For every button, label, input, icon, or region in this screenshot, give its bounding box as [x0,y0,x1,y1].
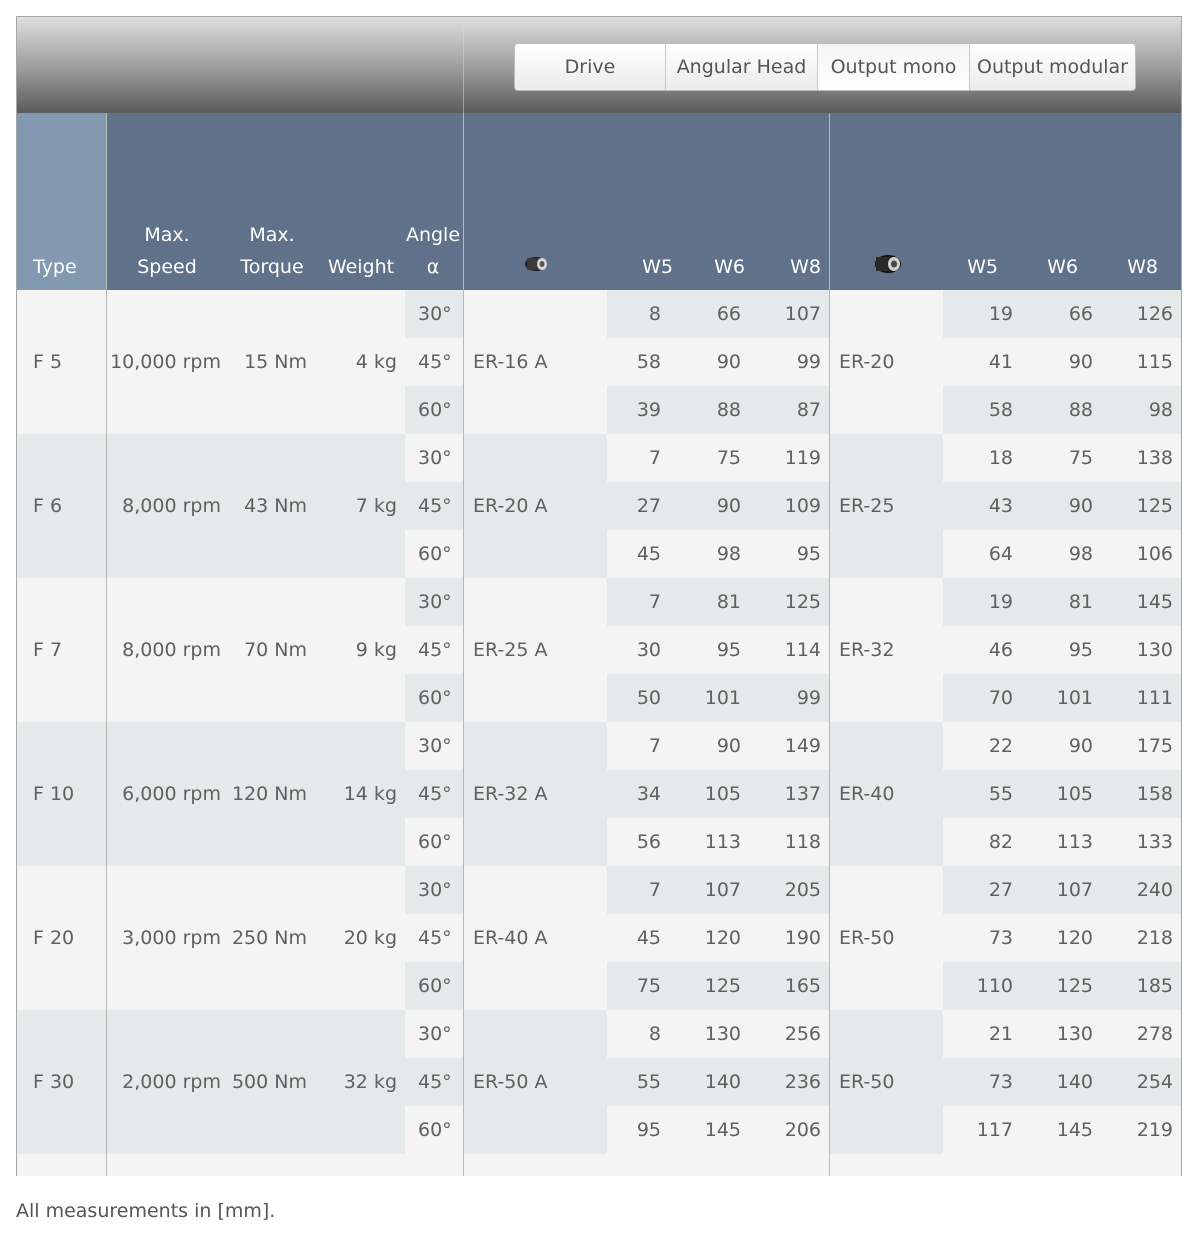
cell-modular-collet: ER-40 [839,783,895,805]
cell-mono-w8: 118 [784,831,821,853]
cell-mono-w5: 39 [636,399,661,421]
cell-mono-w8: 137 [784,783,821,805]
cell-mod-w6: 90 [1068,495,1093,517]
cell-mod-w8: 98 [1148,399,1173,421]
cell-mod-w5: 21 [988,1023,1013,1045]
cell-mono-w6: 107 [704,879,741,901]
tab-output-mono[interactable]: Output mono [818,44,970,90]
tab-output-modular[interactable]: Output modular [970,44,1135,90]
cell-mono-w5: 95 [636,1119,661,1141]
cell-mono-collet: ER-32 A [473,783,548,805]
cell-mod-w5: 73 [988,927,1013,949]
column-divider-type [106,113,107,1176]
cell-mono-collet: ER-50 A [473,1071,548,1093]
cell-mod-w5: 27 [988,879,1013,901]
cell-mod-w5: 110 [976,975,1013,997]
table-bottom-padding [17,1154,1181,1176]
measurement-footnote: All measurements in [mm]. [16,1200,276,1222]
header-max-speed-line1: Max. [144,224,190,246]
cell-mono-w6: 90 [716,735,741,757]
cell-mod-w5: 19 [988,303,1013,325]
header-mono-w6: W6 [714,256,745,278]
cell-mono-w8: 190 [784,927,821,949]
cell-mono-w6: 88 [716,399,741,421]
cell-max-speed: 8,000 rpm [122,495,221,517]
cell-mod-w6: 120 [1056,927,1093,949]
cell-mono-w6: 98 [716,543,741,565]
cell-mono-w6: 145 [704,1119,741,1141]
cell-mod-w8: 138 [1136,447,1173,469]
cell-mod-w8: 145 [1136,591,1173,613]
cell-max-speed: 2,000 rpm [122,1071,221,1093]
cell-mod-w6: 66 [1068,303,1093,325]
table-row-group [17,866,1181,1010]
cell-mod-w6: 130 [1056,1023,1093,1045]
cell-mono-w8: 149 [784,735,821,757]
cell-modular-collet: ER-25 [839,495,895,517]
cell-mono-w5: 56 [636,831,661,853]
column-divider-mono [829,113,830,1176]
table-row-group [17,1010,1181,1154]
cell-angle: 30° [418,735,452,757]
cell-mono-collet: ER-16 A [473,351,548,373]
cell-mono-w8: 206 [784,1119,821,1141]
cell-mono-w5: 34 [636,783,661,805]
table-row-group [17,434,1181,578]
header-max-speed-line2: Speed [137,256,197,278]
cell-mono-w8: 99 [796,351,821,373]
cell-angle: 45° [418,927,452,949]
tab-drive[interactable]: Drive [515,44,666,90]
cell-mono-w5: 58 [636,351,661,373]
cell-angle: 60° [418,687,452,709]
cell-modular-collet: ER-50 [839,1071,895,1093]
cell-mod-w8: 218 [1136,927,1173,949]
cell-weight: 4 kg [355,351,397,373]
cell-mod-w5: 55 [988,783,1013,805]
cell-weight: 7 kg [355,495,397,517]
cell-mod-w6: 90 [1068,351,1093,373]
cell-mono-w6: 120 [704,927,741,949]
header-mod-w5: W5 [967,256,998,278]
cell-type: F 20 [33,927,75,949]
cell-mono-w8: 114 [784,639,821,661]
cell-mono-w8: 119 [784,447,821,469]
cell-mod-w8: 240 [1136,879,1173,901]
cell-mono-w5: 7 [648,591,661,613]
cell-angle: 45° [418,495,452,517]
cell-mod-w8: 158 [1136,783,1173,805]
cell-max-speed: 8,000 rpm [122,639,221,661]
cell-mono-w6: 90 [716,351,741,373]
cell-mod-w5: 43 [988,495,1013,517]
cell-mono-w8: 99 [796,687,821,709]
cell-mono-w6: 140 [704,1071,741,1093]
cell-mod-w8: 175 [1136,735,1173,757]
cell-mono-w8: 165 [784,975,821,997]
cell-mono-w5: 30 [636,639,661,661]
cell-angle: 60° [418,543,452,565]
cell-max-torque: 43 Nm [244,495,307,517]
header-max-torque-line2: Torque [240,256,304,278]
cell-mod-w5: 64 [988,543,1013,565]
header-mono-w8: W8 [790,256,821,278]
table-body [17,290,1181,1154]
cell-mono-w6: 105 [704,783,741,805]
cell-mod-w8: 219 [1136,1119,1173,1141]
top-toolbar [17,17,1181,113]
cell-angle: 30° [418,447,452,469]
cell-mod-w5: 46 [988,639,1013,661]
cell-angle: 30° [418,303,452,325]
product-table-frame [16,16,1182,1176]
cell-mod-w5: 58 [988,399,1013,421]
header-angle-line2: α [426,256,440,278]
cell-mono-w6: 95 [716,639,741,661]
cell-modular-collet: ER-20 [839,351,895,373]
cell-mod-w5: 70 [988,687,1013,709]
cell-mod-w8: 254 [1136,1071,1173,1093]
cell-modular-collet: ER-32 [839,639,895,661]
cell-max-torque: 120 Nm [231,783,307,805]
cell-mono-w5: 7 [648,879,661,901]
cell-mono-collet: ER-40 A [473,927,548,949]
cell-mod-w5: 18 [988,447,1013,469]
cell-mono-w6: 125 [704,975,741,997]
cell-mod-w6: 105 [1056,783,1093,805]
cell-mod-w8: 278 [1136,1023,1173,1045]
cell-mod-w8: 111 [1136,687,1173,709]
cell-mono-w8: 87 [796,399,821,421]
cell-mono-collet: ER-25 A [473,639,548,661]
cell-type: F 7 [33,639,63,661]
cell-max-speed: 10,000 rpm [110,351,221,373]
cell-mono-w5: 50 [636,687,661,709]
cell-mono-w8: 205 [784,879,821,901]
cell-mod-w8: 133 [1136,831,1173,853]
modular-collet-icon [873,251,903,277]
cell-weight: 32 kg [343,1071,397,1093]
cell-max-speed: 6,000 rpm [122,783,221,805]
cell-mod-w5: 19 [988,591,1013,613]
cell-mono-w5: 27 [636,495,661,517]
cell-max-torque: 15 Nm [244,351,307,373]
cell-type: F 6 [33,495,63,517]
cell-mod-w6: 113 [1056,831,1093,853]
cell-mono-w5: 75 [636,975,661,997]
cell-angle: 45° [418,783,452,805]
cell-mod-w8: 125 [1136,495,1173,517]
cell-mono-w6: 101 [704,687,741,709]
table-row-group [17,578,1181,722]
cell-weight: 14 kg [343,783,397,805]
cell-mono-w8: 256 [784,1023,821,1045]
cell-mono-w6: 113 [704,831,741,853]
cell-mod-w5: 117 [976,1119,1013,1141]
header-max-torque-line1: Max. [249,224,295,246]
cell-mono-collet: ER-20 A [473,495,548,517]
cell-mono-w5: 8 [648,303,661,325]
header-weight: Weight [327,256,395,278]
header-type: Type [33,256,77,278]
cell-mod-w5: 73 [988,1071,1013,1093]
cell-mono-w5: 7 [648,447,661,469]
cell-mono-w5: 8 [648,1023,661,1045]
cell-mono-w8: 236 [784,1071,821,1093]
column-divider-specs [463,113,464,1176]
cell-mono-w6: 81 [716,591,741,613]
cell-mod-w5: 41 [988,351,1013,373]
cell-mod-w6: 140 [1056,1071,1093,1093]
cell-mod-w6: 90 [1068,735,1093,757]
cell-mono-w6: 90 [716,495,741,517]
cell-angle: 30° [418,591,452,613]
toolbar-divider [463,17,464,113]
cell-mod-w6: 75 [1068,447,1093,469]
header-angle-line1: Angle [405,224,461,246]
cell-mono-w6: 75 [716,447,741,469]
header-mono-w5: W5 [642,256,673,278]
table-row-group [17,290,1181,434]
cell-mono-w5: 55 [636,1071,661,1093]
cell-angle: 60° [418,1119,452,1141]
cell-mod-w8: 115 [1136,351,1173,373]
header-mod-w6: W6 [1047,256,1078,278]
table-row-group [17,722,1181,866]
cell-angle: 45° [418,639,452,661]
cell-angle: 60° [418,975,452,997]
cell-mono-w5: 7 [648,735,661,757]
cell-mod-w6: 107 [1056,879,1093,901]
cell-max-torque: 250 Nm [231,927,307,949]
cell-mod-w6: 125 [1056,975,1093,997]
tab-angular-head[interactable]: Angular Head [666,44,818,90]
mono-collet-icon [523,253,549,275]
cell-mod-w6: 88 [1068,399,1093,421]
cell-mono-w8: 95 [796,543,821,565]
cell-mod-w6: 95 [1068,639,1093,661]
cell-angle: 60° [418,831,452,853]
cell-max-speed: 3,000 rpm [122,927,221,949]
cell-mono-w6: 66 [716,303,741,325]
cell-type: F 30 [33,1071,75,1093]
cell-mod-w8: 126 [1136,303,1173,325]
cell-mono-w6: 130 [704,1023,741,1045]
cell-mod-w6: 81 [1068,591,1093,613]
cell-type: F 10 [33,783,75,805]
view-tabs [514,43,1136,91]
cell-modular-collet: ER-50 [839,927,895,949]
cell-mod-w8: 185 [1136,975,1173,997]
cell-mono-w8: 109 [784,495,821,517]
cell-angle: 60° [418,399,452,421]
cell-mod-w8: 106 [1136,543,1173,565]
cell-mod-w6: 101 [1056,687,1093,709]
cell-angle: 30° [418,1023,452,1045]
cell-mod-w6: 145 [1056,1119,1093,1141]
cell-max-torque: 70 Nm [244,639,307,661]
cell-mono-w5: 45 [636,927,661,949]
cell-mono-w5: 45 [636,543,661,565]
cell-angle: 45° [418,351,452,373]
cell-max-torque: 500 Nm [231,1071,307,1093]
cell-mono-w8: 125 [784,591,821,613]
cell-type: F 5 [33,351,63,373]
cell-mono-w8: 107 [784,303,821,325]
cell-weight: 9 kg [355,639,397,661]
cell-mod-w6: 98 [1068,543,1093,565]
cell-angle: 30° [418,879,452,901]
cell-mod-w5: 22 [988,735,1013,757]
header-mod-w8: W8 [1127,256,1158,278]
cell-angle: 45° [418,1071,452,1093]
cell-weight: 20 kg [343,927,397,949]
cell-mod-w5: 82 [988,831,1013,853]
cell-mod-w8: 130 [1136,639,1173,661]
